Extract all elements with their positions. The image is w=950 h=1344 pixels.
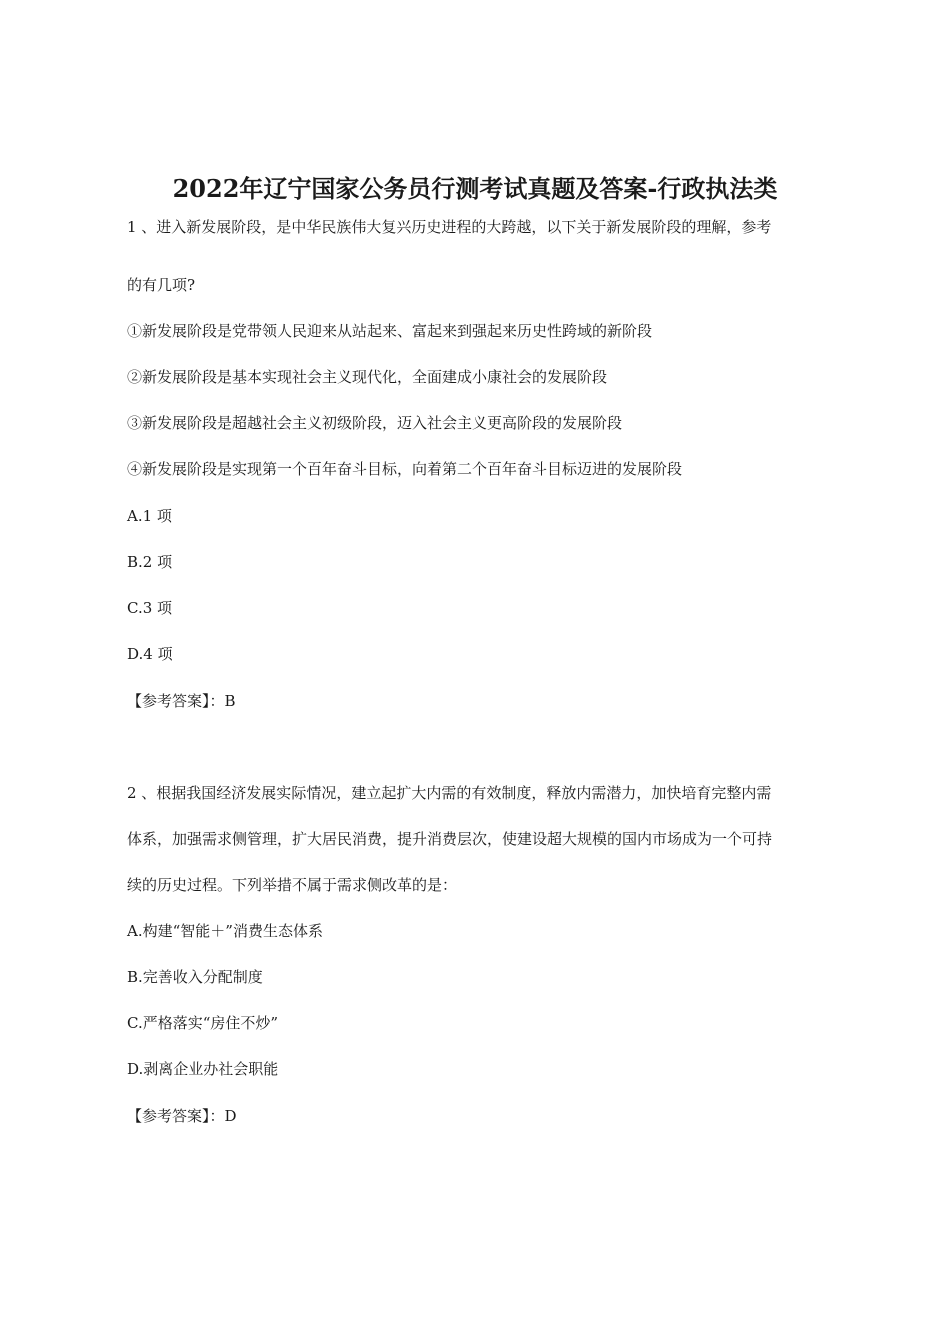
q1-answer: 【参考答案】：B (127, 692, 236, 710)
q2-stem-line-1: 2 、根据我国经济发展实际情况，建立起扩大内需的有效制度，释放内需潜力，加快培育完整内需 (127, 784, 772, 802)
q1-option-a: A.1 项 (127, 507, 172, 525)
q1-option-b: B.2 项 (127, 553, 173, 571)
q2-option-c: C.严格落实“房住不炒” (127, 1014, 279, 1032)
q1-statement-4: ④新发展阶段是实现第一个百年奋斗目标，向着第二个百年奋斗目标迈进的发展阶段 (127, 460, 683, 478)
q1-stem-line-1: 1 、进入新发展阶段，是中华民族伟大复兴历史进程的大跨越，以下关于新发展阶段的理解，参考 (127, 218, 772, 236)
q1-option-c: C.3 项 (127, 599, 173, 617)
document-title: 2022年辽宁国家公务员行测考试真题及答案-行政执法类 (172, 174, 778, 203)
q1-stem-line-2: 的有几项? (127, 276, 196, 294)
q2-stem-line-2: 体系，加强需求侧管理，扩大居民消费，提升消费层次，使建设超大规模的国内市场成为一个可持 (127, 830, 773, 848)
q2-answer: 【参考答案】：D (127, 1107, 237, 1125)
q1-statement-1: ①新发展阶段是党带领人民迎来从站起来、富起来到强起来历史性跨域的新阶段 (127, 322, 653, 340)
q2-option-b: B.完善收入分配制度 (127, 968, 263, 986)
q1-statement-2: ②新发展阶段是基本实现社会主义现代化，全面建成小康社会的发展阶段 (127, 368, 608, 386)
q2-stem-line-3: 续的历史过程。下列举措不属于需求侧改革的是： (127, 876, 458, 894)
q2-option-d: D.剥离企业办社会职能 (127, 1060, 279, 1078)
q1-option-d: D.4 项 (127, 645, 173, 663)
q2-option-a: A.构建“智能＋”消费生态体系 (127, 922, 323, 940)
q1-statement-3: ③新发展阶段是超越社会主义初级阶段，迈入社会主义更高阶段的发展阶段 (127, 414, 623, 432)
